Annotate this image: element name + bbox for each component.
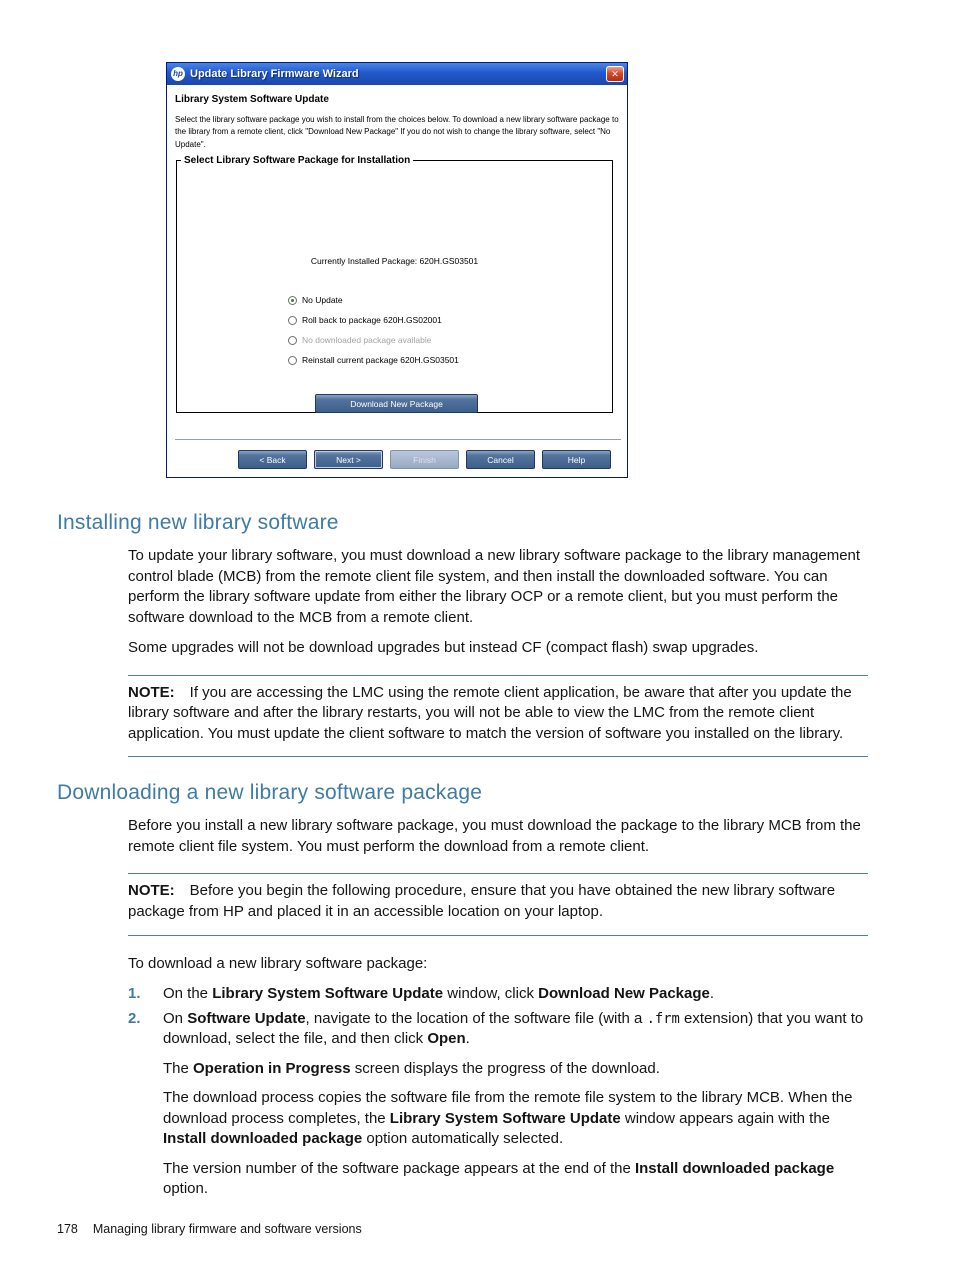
footer-text: Managing library firmware and software versions [92, 1222, 362, 1236]
procedure-intro: To download a new library software package: [128, 954, 428, 972]
radio-label: No Update [302, 295, 343, 305]
section-heading-installing-new-library-software: Installing new library software [57, 511, 339, 534]
dialog-separator [175, 439, 621, 441]
download-new-package-button[interactable]: Download New Package [315, 394, 478, 413]
step-1 [128, 984, 868, 1005]
step-detail-paragraph: The Operation in Progress screen displays the progress of the download. [163, 1059, 660, 1077]
cancel-button[interactable]: Cancel [466, 450, 535, 469]
update-library-firmware-wizard-window [166, 62, 628, 478]
radio-icon [288, 336, 297, 345]
dialog-titlebar[interactable] [167, 63, 627, 85]
step-text: On Software Update, navigate to the location of the software file (with a .frm extension) that you want to download, select the file, and then click Open. [163, 1009, 864, 1048]
next-button[interactable]: Next > [314, 450, 383, 469]
dialog-description: Select the library software package you wish to install from the choices below. To download a new library software package to the library from a remote client, click "Download New Package" If you do not wish to change the library software, select "No Update". [175, 115, 619, 149]
page-number: 178 [57, 1222, 78, 1236]
step-text: On the Library System Software Update window, click Download New Package. [163, 985, 715, 1003]
back-button[interactable]: < Back [238, 450, 307, 469]
step-detail-paragraph: The version number of the software package appears at the end of the Install downloaded package option. [163, 1159, 835, 1198]
note-label: NOTE: [128, 683, 175, 701]
section-heading-downloading-package: Downloading a new library software package [57, 781, 483, 805]
dialog-heading: Library System Software Update [175, 94, 329, 105]
close-icon: ✕ [611, 69, 619, 79]
page-footer [57, 1222, 362, 1236]
radio-icon [288, 356, 297, 365]
finish-button: Finish [390, 450, 459, 469]
paragraph: To update your library software, you must download a new library software package to the library management control blade (MCB) from the remote client file system, and then install the downloaded software. You can perform the library software update from either the library OCP or a remote client, but you must perform the software download to the MCB from a remote client. [128, 547, 861, 626]
note-block [128, 873, 868, 935]
close-button[interactable] [606, 66, 624, 82]
step-number: 2. [128, 1009, 141, 1027]
radio-label: Roll back to package 620H.GS02001 [302, 315, 442, 325]
dialog-title: Update Library Firmware Wizard [190, 68, 359, 80]
document-body [0, 505, 954, 1209]
step-2 [128, 1009, 868, 1050]
procedure-steps [128, 984, 868, 1200]
paragraph: Some upgrades will not be download upgrades but instead CF (compact flash) swap upgrades. [128, 639, 759, 657]
dialog-body [167, 85, 627, 477]
radio-option-no-downloaded-package [288, 333, 459, 347]
help-button[interactable]: Help [542, 450, 611, 469]
radio-option-roll-back[interactable] [288, 313, 459, 327]
package-options [288, 293, 459, 373]
wizard-button-row [238, 450, 611, 469]
radio-option-no-update[interactable] [288, 293, 459, 307]
note-text: Before you begin the following procedure, ensure that you have obtained the new library software package from HP and placed it in an accessible location on your laptop. [128, 882, 836, 921]
package-selection-groupbox [176, 155, 613, 413]
note-text: If you are accessing the LMC using the remote client application, be aware that after you update the library software and after the library restarts, you will not be able to view the LMC from the remote client application. You must update the client software to match the version of software you installed on the library. [128, 683, 852, 742]
groupbox-title: Select Library Software Package for Installation [184, 155, 411, 166]
note-label: NOTE: [128, 882, 175, 900]
step-detail-paragraph: The download process copies the software file from the remote file system to the library MCB. When the download process completes, the Library System Software Update window appears again with the Install downloaded package option automatically selected. [163, 1089, 853, 1148]
radio-icon [288, 316, 297, 325]
hp-logo-icon: hp [171, 67, 185, 81]
step-number: 1. [128, 985, 141, 1003]
radio-icon [288, 296, 297, 305]
paragraph: Before you install a new library software package, you must download the package to the library MCB from the remote client file system. You must perform the download from a remote client. [128, 817, 861, 855]
radio-option-reinstall-current[interactable] [288, 353, 459, 367]
radio-label: Reinstall current package 620H.GS03501 [302, 355, 459, 365]
note-block [128, 675, 868, 758]
radio-label: No downloaded package available [302, 335, 432, 345]
installed-package-label: Currently Installed Package: 620H.GS03501 [310, 256, 479, 266]
